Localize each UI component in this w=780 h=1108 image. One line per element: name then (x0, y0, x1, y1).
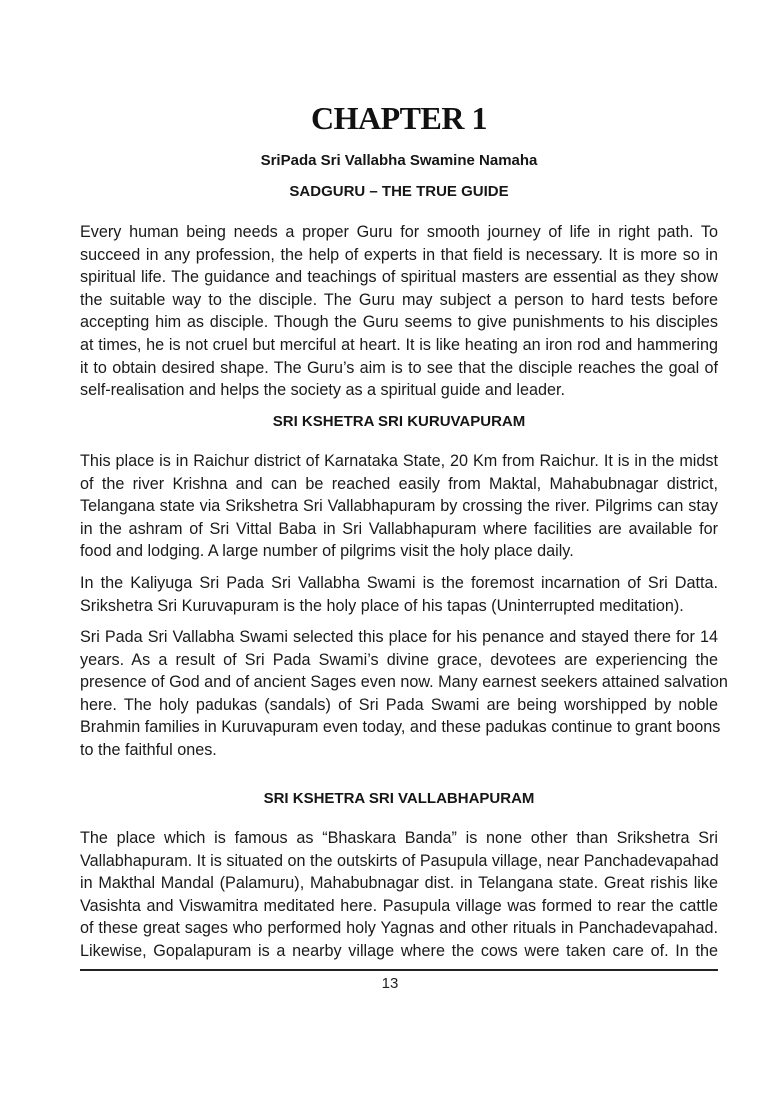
text-line: Brahmin families in Kuruvapuram even today, and these padukas continue to grant boons (80, 718, 721, 737)
page-number: 13 (381, 975, 399, 992)
text-line: Telangana state via Srikshetra Sri Vallabhapuram by crossing the river. Pilgrims can stay (80, 497, 718, 516)
section-heading-kuruvapuram: SRI KSHETRA SRI KURUVAPURAM (272, 413, 526, 430)
text-line: spiritual life. The guidance and teachings of spiritual masters are essential as they show (80, 268, 718, 287)
text-line: the suitable way to the disciple. The Guru may subject a person to hard tests before (80, 290, 718, 309)
invocation-line: SriPada Sri Vallabha Swamine Namaha (260, 152, 538, 169)
text-line: of these great sages who performed holy Yagnas and other rituals in Panchadevapahad. (80, 919, 718, 938)
text-line: succeed in any profession, the help of experts in that field is necessary. It is more so in (80, 245, 718, 264)
section-heading-vallabhapuram: SRI KSHETRA SRI VALLABHAPURAM (263, 790, 535, 807)
paragraph-kuruvapuram-3 (80, 626, 728, 762)
paragraph-vallabhapuram (80, 827, 718, 963)
section-heading-sadguru: SADGURU – THE TRUE GUIDE (289, 183, 509, 200)
footer-rule (80, 969, 718, 971)
text-line: Every human being needs a proper Guru for smooth journey of life in right path. To (80, 223, 718, 241)
text-line: The place which is famous as “Bhaskara Banda” is none other than Srikshetra Sri (80, 829, 718, 847)
text-line: at times, he is not cruel but merciful at heart. It is like heating an iron rod and hammering (80, 335, 718, 354)
text-line: in the ashram of Sri Vittal Baba in Sri Vallabhapuram where facilities are available for (80, 519, 718, 538)
text-line: This place is in Raichur district of Karnataka State, 20 Km from Raichur. It is in the midst (80, 452, 718, 470)
text-line: to the faithful ones. (80, 740, 217, 759)
chapter-title: CHAPTER 1 (311, 100, 487, 136)
text-line: Likewise, Gopalapuram is a nearby village where the cows were taken care of. In the (80, 941, 718, 960)
text-line: Sri Pada Sri Vallabha Swami selected this place for his penance and stayed there for 14 (80, 628, 718, 646)
paragraph-kuruvapuram-2 (80, 572, 718, 617)
text-line: of the river Krishna and can be reached easily from Maktal, Mahabubnagar district, (80, 474, 718, 493)
text-line: self-realisation and helps the society as a spiritual guide and leader. (80, 381, 566, 400)
paragraph-sadguru (80, 221, 718, 402)
text-line: In the Kaliyuga Sri Pada Sri Vallabha Swami is the foremost incarnation of Sri Datta. (80, 574, 718, 592)
text-line: presence of God and of ancient Sages even now. Many earnest seekers attained salvation (80, 673, 728, 692)
text-line: it to obtain desired shape. The Guru’s aim is to see that the disciple reaches the goal of (80, 358, 718, 377)
text-line: in Makthal Mandal (Palamuru), Mahabubnagar dist. in Telangana state. Great rishis like (80, 874, 718, 893)
text-line: years. As a result of Sri Pada Swami’s divine grace, devotees are experiencing the (80, 650, 718, 669)
text-line: here. The holy padukas (sandals) of Sri Pada Swami are being worshipped by noble (80, 695, 718, 714)
text-line: accepting him as disciple. Though the Guru seems to give punishments to his disciples (80, 313, 718, 332)
text-line: Vallabhapuram. It is situated on the outskirts of Pasupula village, near Panchadevapahad (80, 851, 719, 870)
text-line: Vasishta and Viswamitra meditated here. Pasupula village was formed to rear the cattle (80, 896, 718, 915)
text-line: Srikshetra Sri Kuruvapuram is the holy place of his tapas (Uninterrupted meditation). (80, 596, 684, 615)
text-line: food and lodging. A large number of pilgrims visit the holy place daily. (80, 542, 574, 561)
paragraph-kuruvapuram-1 (80, 450, 718, 563)
